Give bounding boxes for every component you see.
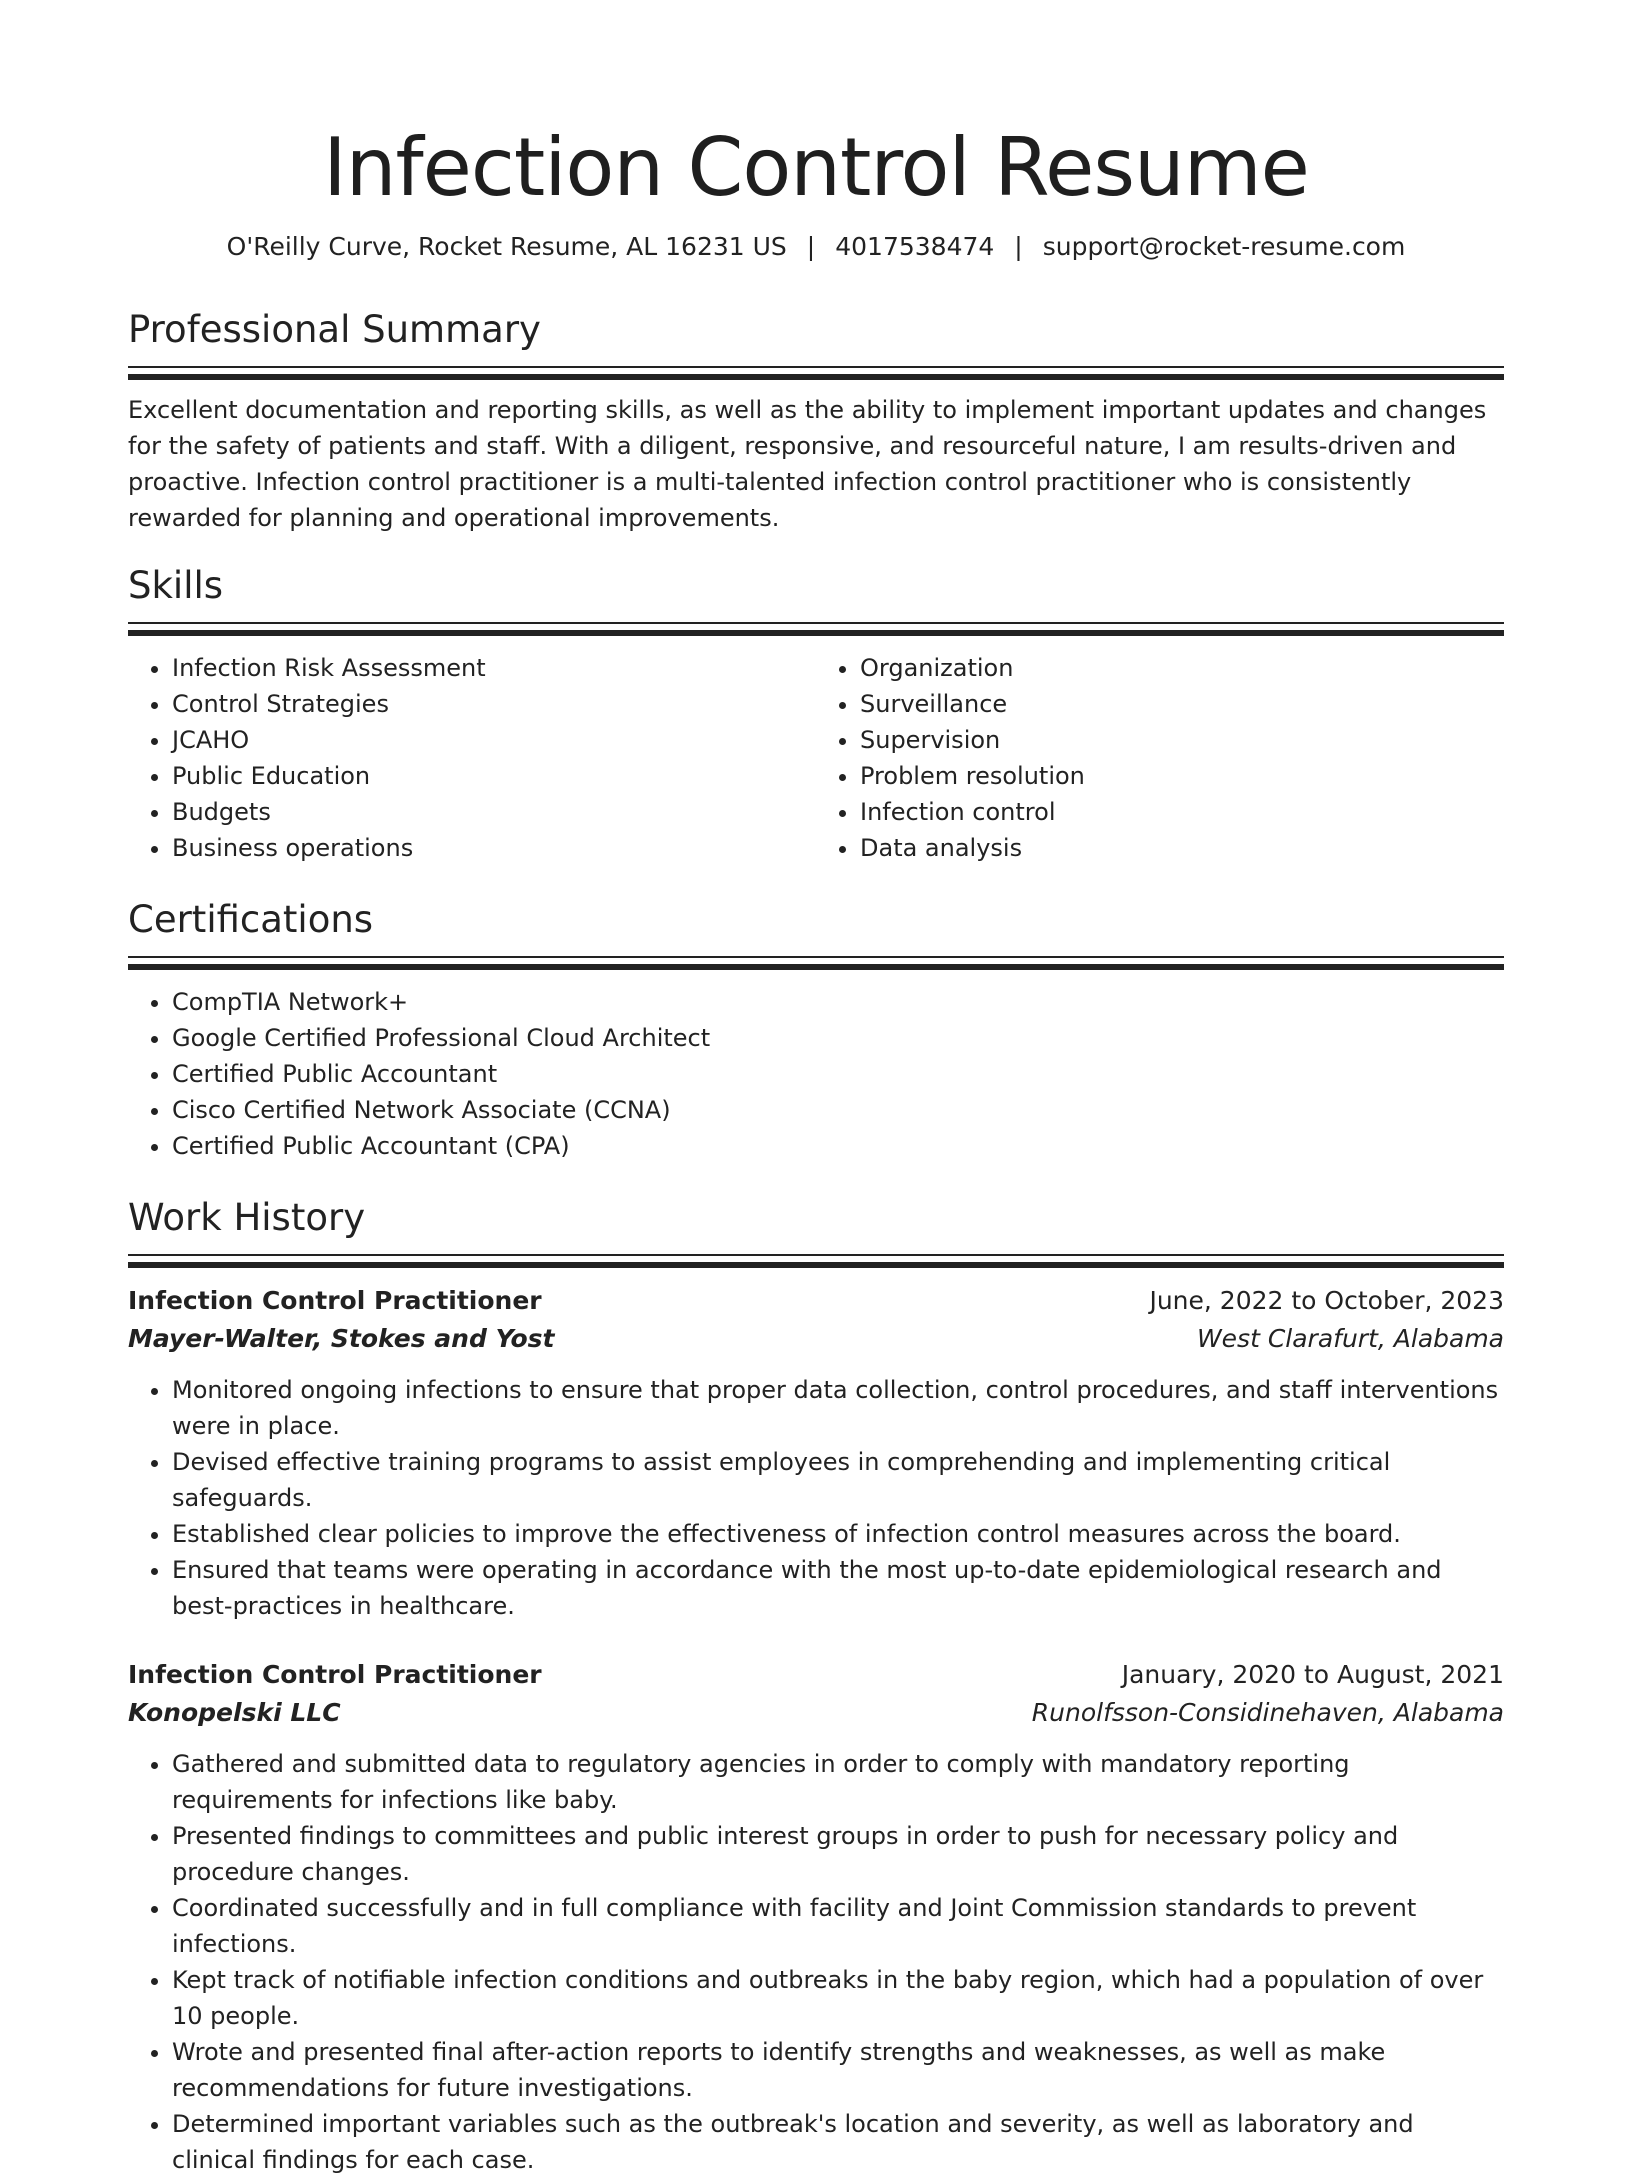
skill-item: • Supervision xyxy=(860,722,1504,758)
job-bullet: • Kept track of notifiable infection conditions and outbreaks in the baby region, which had a population of over 10 people. xyxy=(172,1962,1504,2034)
job-title: Infection Control Practitioner xyxy=(128,1286,542,1315)
skill-item: • Budgets xyxy=(172,794,816,830)
contact-address: O'Reilly Curve, Rocket Resume, AL 16231 US xyxy=(226,232,787,261)
certifications-section xyxy=(128,896,1504,1164)
job-bullet: • Determined important variables such as the outbreak's location and severity, as well as laboratory and clinical findings for each case. xyxy=(172,2106,1504,2178)
skills-columns xyxy=(128,650,1504,866)
summary-section xyxy=(128,306,1504,536)
job-entry xyxy=(128,1282,1504,1624)
skill-item: • Organization xyxy=(860,650,1504,686)
skill-item: • Control Strategies xyxy=(172,686,816,722)
skills-column-left xyxy=(128,650,816,866)
job-bullet: • Coordinated successfully and in full compliance with facility and Joint Commission standards to prevent infections. xyxy=(172,1890,1504,1962)
job-title: Infection Control Practitioner xyxy=(128,1660,542,1689)
job-location: Runolfsson-Considinehaven, Alabama xyxy=(1031,1698,1504,1727)
job-bullet: • Gathered and submitted data to regulatory agencies in order to comply with mandatory reporting requirements for infections like baby. xyxy=(172,1746,1504,1818)
work-history-section xyxy=(128,1194,1504,2178)
certification-item: • Certified Public Accountant xyxy=(172,1056,1504,1092)
section-heading-skills: Skills xyxy=(128,564,224,607)
section-rule xyxy=(128,1254,1504,1268)
job-bullet: • Monitored ongoing infections to ensure that proper data collection, control procedures, and staff interventions were in place. xyxy=(172,1372,1504,1444)
contact-separator: | xyxy=(806,232,816,261)
skill-item: • Problem resolution xyxy=(860,758,1504,794)
summary-text: Excellent documentation and reporting skills, as well as the ability to implement important updates and changes for the safety of patients and staff. With a diligent, responsive, and resourceful nature, I am results-driven and proactive. Infection control practitioner is a multi-talented infection control practitioner who is consistently rewarded for planning and operational improvements. xyxy=(128,396,1487,532)
contact-separator: | xyxy=(1014,232,1023,261)
skills-column-right xyxy=(816,650,1504,866)
job-bullet: • Presented findings to committees and public interest groups in order to push for necessary policy and procedure changes. xyxy=(172,1818,1504,1890)
contact-line xyxy=(128,230,1504,264)
contact-email[interactable]: support@rocket-resume.com xyxy=(1042,232,1406,261)
job-bullet: • Devised effective training programs to assist employees in comprehending and implementing critical safeguards. xyxy=(172,1444,1504,1516)
job-header-row xyxy=(128,1282,1504,1320)
job-bullet: • Wrote and presented final after-action reports to identify strengths and weaknesses, as well as make recommendations for future investigations. xyxy=(172,2034,1504,2106)
section-heading-work-history: Work History xyxy=(128,1196,366,1239)
skills-section xyxy=(128,562,1504,866)
section-heading-certifications: Certifications xyxy=(128,898,374,941)
section-rule xyxy=(128,956,1504,970)
certification-item: • Cisco Certified Network Associate (CCNA) xyxy=(172,1092,1504,1128)
job-dates: June, 2022 to October, 2023 xyxy=(1149,1286,1504,1315)
job-bullet: • Ensured that teams were operating in accordance with the most up-to-date epidemiological research and best-practices in healthcare. xyxy=(172,1552,1504,1624)
job-bullet: • Established clear policies to improve the effectiveness of infection control measures across the board. xyxy=(172,1516,1504,1552)
contact-phone: 4017538474 xyxy=(835,232,995,261)
certification-item: • CompTIA Network+ xyxy=(172,984,1504,1020)
resume-title: Infection Control Resume xyxy=(323,121,1309,214)
job-subheader-row xyxy=(128,1694,1504,1732)
section-rule xyxy=(128,622,1504,636)
job-company: Konopelski LLC xyxy=(128,1698,341,1727)
certification-item: • Certified Public Accountant (CPA) xyxy=(172,1128,1504,1164)
skill-item: • Infection Risk Assessment xyxy=(172,650,816,686)
job-company: Mayer-Walter, Stokes and Yost xyxy=(128,1324,555,1353)
skill-item: • JCAHO xyxy=(172,722,816,758)
job-subheader-row xyxy=(128,1320,1504,1358)
skill-item: • Infection control xyxy=(860,794,1504,830)
job-entry xyxy=(128,1656,1504,2178)
certification-item: • Google Certified Professional Cloud Architect xyxy=(172,1020,1504,1056)
skill-item: • Surveillance xyxy=(860,686,1504,722)
skill-item: • Business operations xyxy=(172,830,816,866)
skill-item: • Data analysis xyxy=(860,830,1504,866)
job-header-row xyxy=(128,1656,1504,1694)
section-rule xyxy=(128,366,1504,380)
resume-content xyxy=(128,0,1504,2178)
job-location: West Clarafurt, Alabama xyxy=(1196,1324,1504,1353)
skill-item: • Public Education xyxy=(172,758,816,794)
section-heading-summary: Professional Summary xyxy=(128,308,541,351)
job-dates: January, 2020 to August, 2021 xyxy=(1121,1660,1504,1689)
